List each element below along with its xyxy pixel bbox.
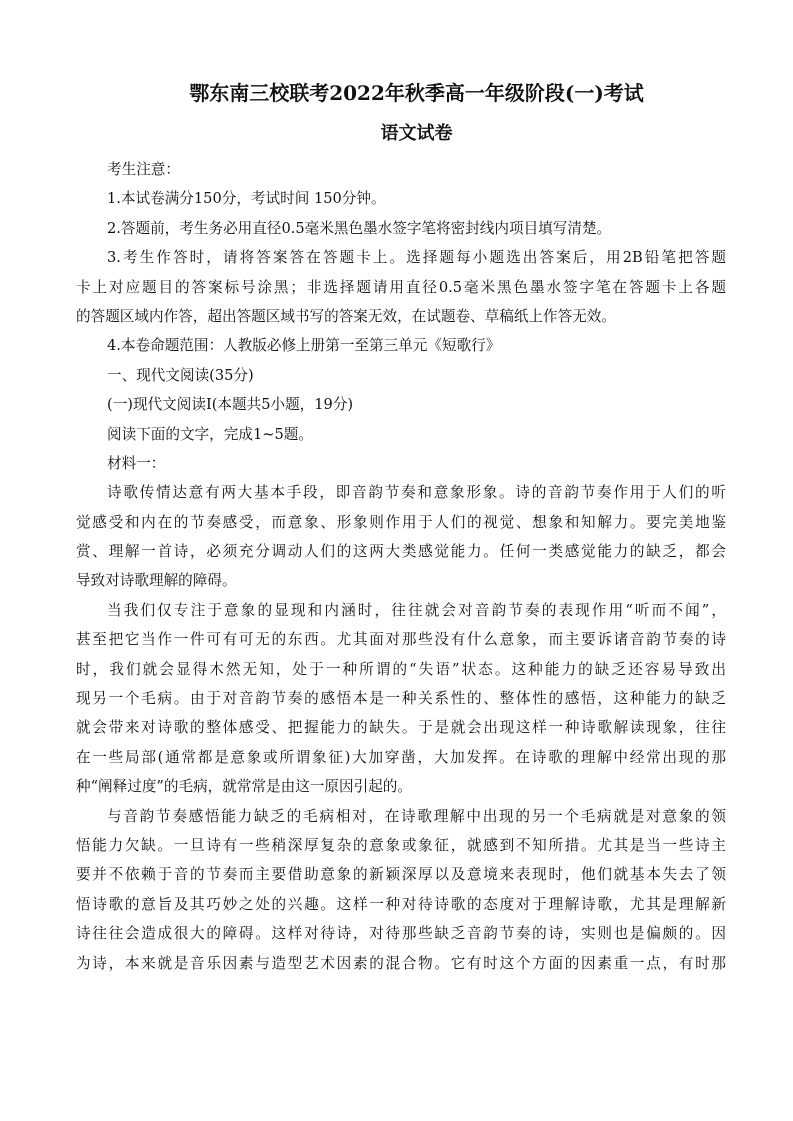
notice-item-2: 2.答题前，考生务必用直径0.5毫米黑色墨水签字笔将密封线内项目填写清楚。 <box>107 219 612 237</box>
notice-item-1: 1.本试卷满分150分，考试时间 150分钟。 <box>107 190 386 208</box>
notice-item-3-line-2: 卡上对应题目的答案标号涂黑；非选择题请用直径0.5毫米黑色墨水签字笔在答题卡上各题 <box>76 278 726 296</box>
subsection-heading: (一)现代文阅读Ⅰ(本题共5小题，19分) <box>107 396 354 414</box>
paragraph-2-line-7: 种“阐释过度”的毛病，就常常是由这一原因引起的。 <box>76 778 412 796</box>
paragraph-2-line-2: 甚至把它当作一件可有可无的东西。尤其面对那些没有什么意象，而主要诉诸音韵节奏的诗 <box>76 631 726 649</box>
paragraph-1-line-2: 觉感受和内在的节奏感受，而意象、形象则作用于人们的视觉、想象和知解力。要完美地鉴 <box>76 513 726 531</box>
paragraph-2-line-6: 在一些局部(通常都是意象或所谓象征)大加穿凿，大加发挥。在诗歌的理解中经常出现的那 <box>76 748 726 766</box>
paragraph-3-line-6: 为诗，本来就是音乐因素与造型艺术因素的混合物。它有时这个方面的因素重一点，有时那 <box>76 954 726 972</box>
exam-content <box>76 155 726 978</box>
paragraph-3-line-2: 悟能力欠缺。一旦诗有一些稍深厚复杂的意象或象征，就感到不知所措。尤其是当一些诗主 <box>76 836 726 854</box>
paragraph-2-line-3: 时，我们就会显得木然无知，处于一种所谓的“失语”状态。这种能力的缺乏还容易导致出 <box>76 660 726 678</box>
paragraph-2-line-4: 现另一个毛病。由于对音韵节奏的感悟本是一种关系性的、整体性的感悟，这种能力的缺乏 <box>76 690 726 708</box>
reading-instruction: 阅读下面的文字，完成1~5题。 <box>107 425 313 443</box>
material-label: 材料一： <box>107 454 166 472</box>
paragraph-1-line-1: 诗歌传情达意有两大基本手段，即音韵节奏和意象形象。诗的音韵节奏作用于人们的听 <box>107 484 726 502</box>
paragraph-3-line-4: 悟诗歌的意旨及其巧妙之处的兴趣。这样一种对待诗歌的态度对于理解诗歌，尤其是理解新 <box>76 895 726 913</box>
notice-item-3-line-3: 的答题区域内作答，超出答题区域书写的答案无效，在试题卷、草稿纸上作答无效。 <box>76 307 616 325</box>
section-heading: 一、现代文阅读(35分) <box>107 366 254 384</box>
paragraph-3-line-1: 与音韵节奏感悟能力缺乏的毛病相对，在诗歌理解中出现的另一个毛病就是对意象的领 <box>107 807 726 825</box>
notice-heading: 考生注意： <box>107 161 180 178</box>
notice-item-4: 4.本卷命题范围：人教版必修上册第一至第三单元《短歌行》 <box>107 337 501 355</box>
paragraph-1-line-4: 导致对诗歌理解的障碍。 <box>76 572 237 590</box>
paragraph-3-line-3: 要并不依赖于音的节奏而主要借助意象的新颖深厚以及意境来表现时，他们就基本失去了领 <box>76 866 726 884</box>
paragraph-2-line-5: 就会带来对诗歌的整体感受、把握能力的缺失。于是就会出现这样一种诗歌解读现象，往往 <box>76 719 726 737</box>
paragraph-3-line-5: 诗往往会造成很大的障碍。这样对待诗，对待那些缺乏音韵节奏的诗，实则也是偏颇的。因 <box>76 925 726 943</box>
paragraph-2-line-1: 当我们仅专注于意象的显现和内涵时，往往就会对音韵节奏的表现作用“听而不闻”， <box>107 601 726 619</box>
notice-item-3-line-1: 3.考生作答时，请将答案答在答题卡上。选择题每小题选出答案后，用2B铅笔把答题 <box>107 249 726 267</box>
paragraph-1-line-3: 赏、理解一首诗，必须充分调动人们的这两大类感觉能力。任何一类感觉能力的缺乏，都会 <box>76 543 726 561</box>
exam-subtitle: 语文试卷 <box>380 123 453 144</box>
exam-title: 鄂东南三校联考2022年秋季高一年级阶段(一)考试 <box>189 81 644 105</box>
